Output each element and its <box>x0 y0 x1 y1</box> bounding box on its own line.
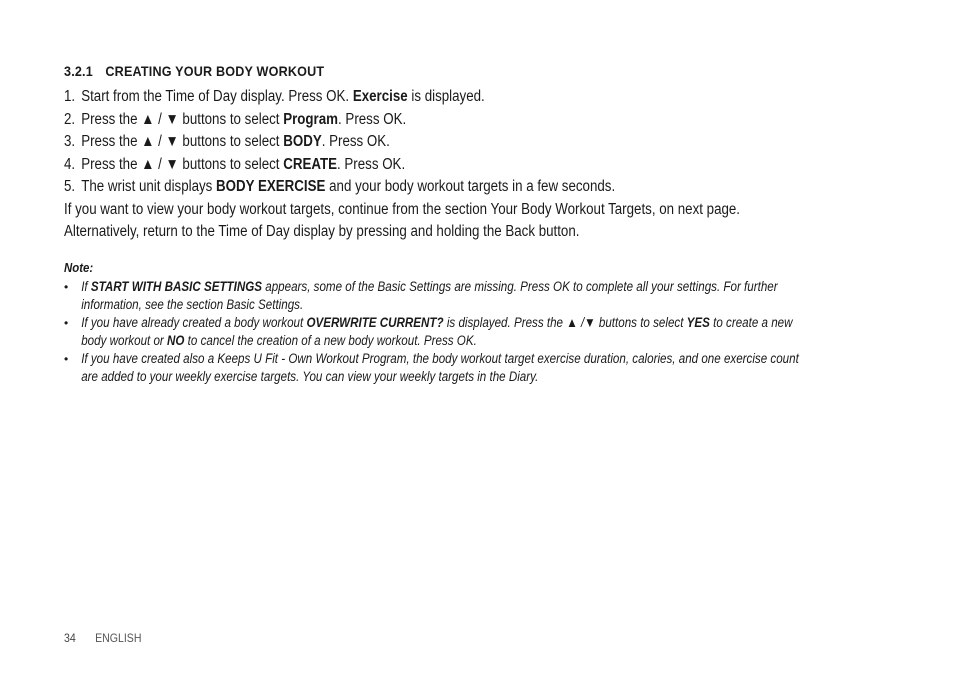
step-keyword: Program <box>283 110 339 128</box>
step-text: . Press OK. <box>337 155 406 173</box>
bullet-icon: • <box>64 316 69 330</box>
section-title: CREATING YOUR BODY WORKOUT <box>105 63 325 79</box>
step-text: Press the ▲ / ▼ buttons to select <box>81 155 284 173</box>
step-keyword: Exercise <box>352 88 408 105</box>
step-keyword: BODY <box>283 133 322 150</box>
note-text: If you have created also a Keeps U Fit - Own Workout Program, the body workout target exercise duration, calories, and one exercise count <box>81 351 799 366</box>
note-keyword: YES <box>686 315 710 330</box>
steps-list <box>64 86 884 244</box>
page-number: 34 <box>64 631 76 645</box>
step-text: Press the ▲ / ▼ buttons to select <box>81 133 284 150</box>
step-text: The wrist unit displays <box>81 178 217 195</box>
step-number: 2. <box>64 110 76 128</box>
step-number: 3. <box>64 133 76 150</box>
paragraph-view-targets: If you want to view your body workout targets, continue from the section Your Body Workout Targets, on next page. <box>64 200 741 218</box>
section-number: 3.2.1 <box>64 63 93 79</box>
note-text: to create a new <box>709 315 793 330</box>
step-text: is displayed. <box>407 88 485 105</box>
note-text: appears, some of the Basic Settings are missing. Press OK to complete all your settings. For further <box>262 279 778 294</box>
step-text: . Press OK. <box>338 110 407 128</box>
step-text: . Press OK. <box>321 133 390 150</box>
note-item-overwrite <box>64 314 954 350</box>
step-3 <box>64 131 769 154</box>
note-keyword: START WITH BASIC SETTINGS <box>90 279 263 294</box>
note-text: body workout or <box>81 333 168 348</box>
notes-list <box>64 278 954 386</box>
bullet-icon: • <box>64 280 69 294</box>
step-5 <box>64 176 769 199</box>
note-text: If you have already created a body workout <box>81 315 307 330</box>
step-text: and your body workout targets in a few seconds. <box>325 178 616 195</box>
note-keyword: NO <box>167 333 185 348</box>
section-heading <box>64 63 324 79</box>
step-keyword: CREATE <box>283 155 338 173</box>
step-number: 5. <box>64 178 76 195</box>
step-keyword: BODY EXERCISE <box>216 178 326 195</box>
note-item-basic-settings <box>64 278 954 314</box>
note-text: information, see the section Basic Settings. <box>81 297 304 312</box>
note-item-keeps-u-fit <box>64 350 954 386</box>
note-text: If <box>81 279 91 294</box>
note-text: is displayed. Press the ▲ /▼ buttons to select <box>443 315 687 330</box>
note-text: are added to your weekly exercise targets. You can view your weekly targets in the Diary. <box>81 369 539 384</box>
step-text: Start from the Time of Day display. Press OK. <box>81 88 353 105</box>
paragraph-return-time-of-day: Alternatively, return to the Time of Day display by pressing and holding the Back button. <box>64 223 580 240</box>
step-text: Press the ▲ / ▼ buttons to select <box>81 110 284 128</box>
step-number: 4. <box>64 155 76 173</box>
note-keyword: OVERWRITE CURRENT? <box>306 315 444 330</box>
step-number: 1. <box>64 88 76 105</box>
note-title: Note: <box>64 260 94 275</box>
footer-language: ENGLISH <box>95 631 142 645</box>
step-1 <box>64 86 769 109</box>
bullet-icon: • <box>64 352 69 366</box>
note-text: to cancel the creation of a new body workout. Press OK. <box>184 333 477 348</box>
page-footer <box>64 631 141 645</box>
step-2 <box>64 109 769 132</box>
step-4 <box>64 154 769 177</box>
